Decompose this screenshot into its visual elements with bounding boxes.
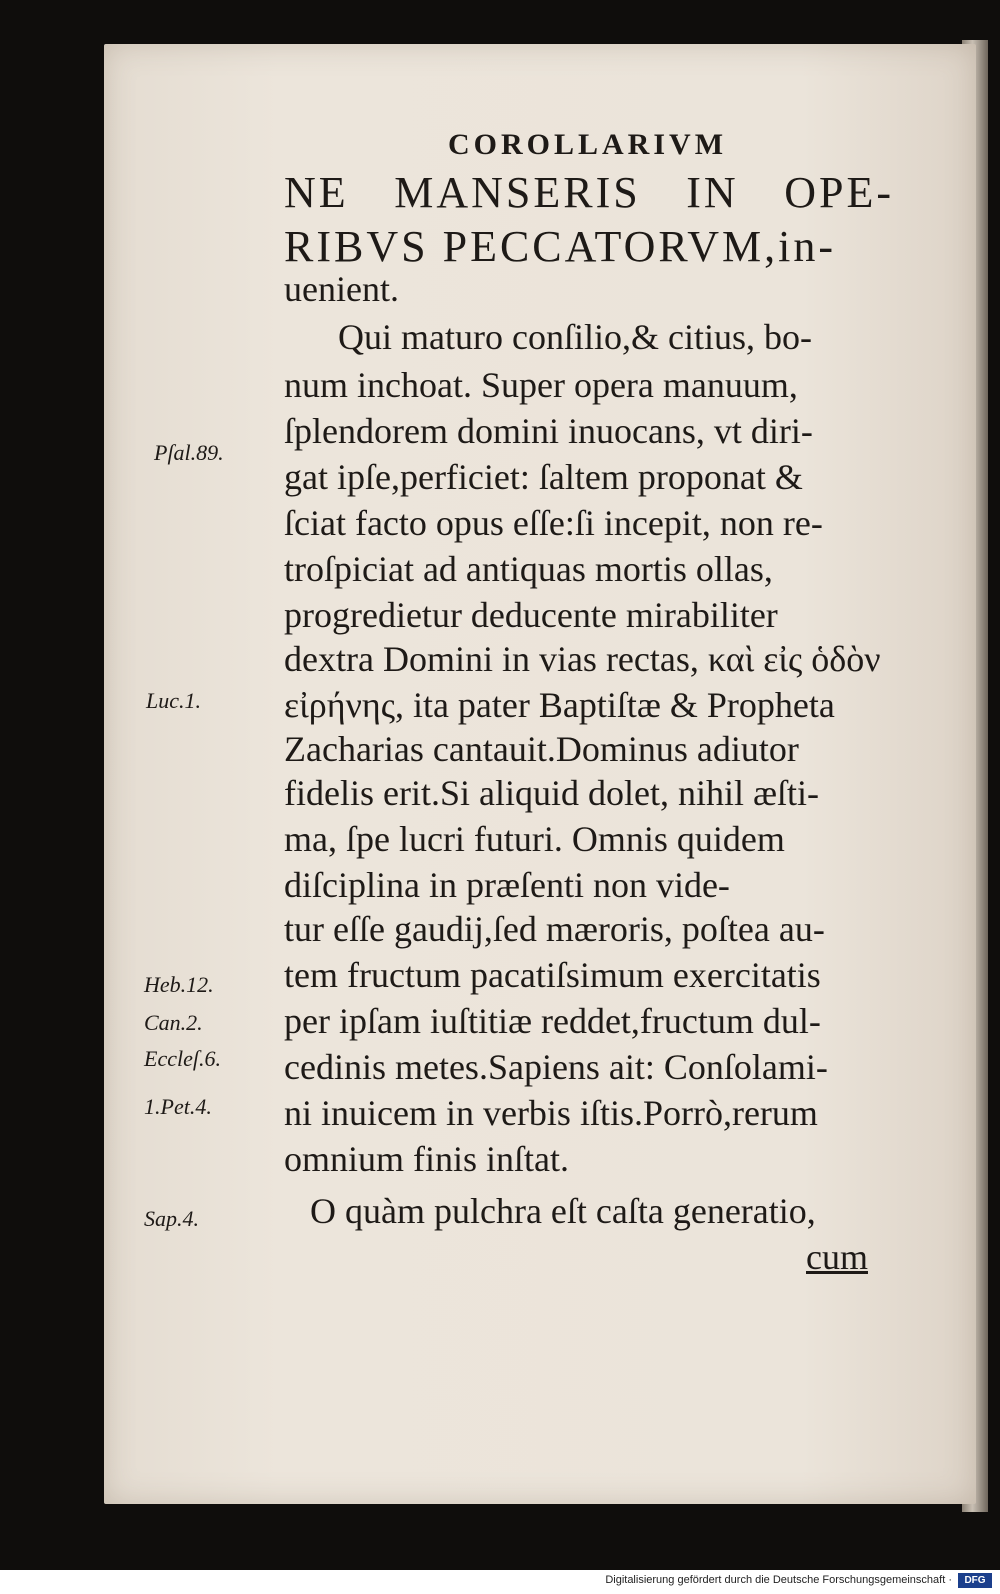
body-line: ſciat facto opus eſſe:ſi incepit, non re- [284, 503, 823, 543]
margin-note: Can.2. [144, 1010, 203, 1035]
body-line: troſpiciat ad antiquas mortis ollas, [284, 549, 773, 589]
body-line: fidelis erit.Si aliquid dolet, nihil æſti- [284, 773, 819, 813]
margin-note: Pſal.89. [154, 440, 224, 465]
body-line: ma, ſpe lucri futuri. Omnis quidem [284, 819, 785, 859]
body-line: gat ipſe,perficiet: ſaltem proponat & [284, 457, 803, 497]
body-line: ni inuicem in verbis iſtis.Porrò,rerum [284, 1093, 818, 1133]
margin-note: 1.Pet.4. [144, 1094, 212, 1119]
catchword: cum [806, 1237, 868, 1277]
running-head: COROLLARIVM [448, 128, 728, 161]
body-line: diſciplina in præſenti non vide- [284, 865, 730, 905]
body-line: num inchoat. Super opera manuum, [284, 365, 798, 405]
body-line: εἰρήνης, ita pater Baptiſtæ & Propheta [284, 685, 835, 725]
footer-credit: Digitalisierung gefördert durch die Deutsche Forschungsgemeinschaft · [605, 1574, 952, 1586]
body-line: O quàm pulchra eſt caſta generatio, [310, 1191, 816, 1231]
margin-note: Heb.12. [144, 972, 214, 997]
body-line: tem fructum pacatiſsimum exercitatis [284, 955, 821, 995]
section-heading-tail: uenient. [284, 269, 399, 309]
body-line: progredietur deducente mirabiliter [284, 595, 778, 635]
dfg-logo: DFG [958, 1573, 992, 1588]
margin-note: Eccleſ.6. [144, 1046, 221, 1071]
body-line: Zacharias cantauit.Dominus adiutor [284, 729, 799, 769]
body-line: per ipſam iuſtitiæ reddet,fructum dul- [284, 1001, 821, 1041]
body-line: ſplendorem domini inuocans, vt diri- [284, 411, 813, 451]
body-line: cedinis metes.Sapiens ait: Conſolami- [284, 1047, 828, 1087]
section-heading: NE MANSERIS IN OPE- RIBVS PECCATORVM,in- [284, 168, 894, 271]
margin-note: Luc.1. [146, 688, 201, 713]
margin-note: Sap.4. [144, 1206, 199, 1231]
body-line: tur eſſe gaudij,ſed mæroris, poſtea au- [284, 909, 825, 949]
body-line: dextra Domini in vias rectas, καὶ εἰς ὁδὸν [284, 639, 881, 679]
body-line: Qui maturo conſilio,& citius, bo- [338, 317, 812, 357]
body-line: omnium finis inſtat. [284, 1139, 569, 1179]
